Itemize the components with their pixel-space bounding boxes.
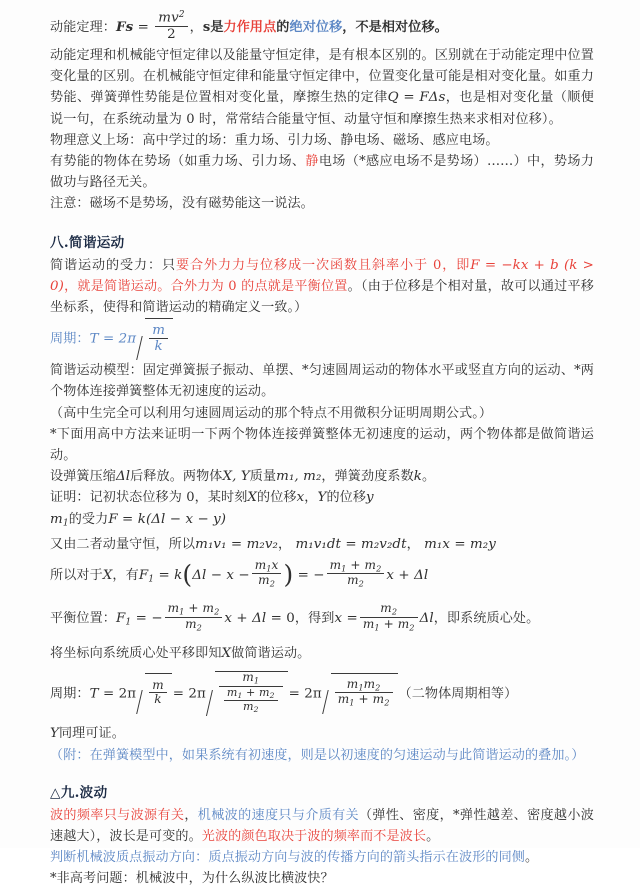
paragraph-1-text-b: ，也是相对变化量（顺便说一句，在系统动量为 0 时，常常结合能量守恒、动量守恒和摩擦生热来求相对位移）。 [50,90,595,127]
potential-field-text-a: 有势能的物体在势场（如重力场、引力场、 [50,154,306,170]
shm-period2-line [50,671,594,717]
shift-text-a: 将坐标向系统质心处平移即知 [50,645,222,661]
m1-force-equation: F = k(Δl − x − y) [108,511,227,527]
momentum-sep-2: ， [406,537,425,553]
shm-Y-same-line [50,723,594,744]
wave-line-1 [50,805,594,847]
setup-delta-l: Δl [115,469,131,485]
wave-line-2-end: 。 [524,850,539,866]
shm-period-T: T = 2π [89,331,137,347]
kinetic-energy-theorem-line [50,10,594,45]
setup-text-d: ，弹簧劲度系数 [321,469,414,485]
period2-sqrt-3: $\frac{m_1m_2}{m_1 + m_2}$ [323,673,398,715]
period2-equals-2: = 2π [288,686,322,702]
proof-text-b: 的位移 [257,490,297,506]
shm-note-star: *下面用高中方法来证明一下两个物体连接弹簧整体无初速度的运动，两个物体都是做简谐运动。 [50,426,594,464]
shift-text-b: 做简谐运动。 [231,645,311,661]
period2-T: T = 2π [89,686,137,702]
momentum-equation-3: m₁x = m₂y [424,537,496,553]
period2-sqrt-1: $\frac{m}{k}$ [137,673,172,715]
wave-line-1-end: 。 [426,829,440,845]
equals-sign: = [133,20,154,35]
proof-y: y [366,490,374,506]
m1x-over-m2-fraction: $\frac{m_1x}{m_2}$ [252,559,282,589]
shm-force-paragraph [50,255,594,319]
Y-symbol: Y [50,726,59,742]
shm-period-sqrt [137,318,173,360]
kinetic-energy-paragraph-1 [50,45,594,130]
friction-heat-formula: Q = FΔs [387,90,446,106]
proof-text-d: 的位移 [326,490,367,506]
equilibrium-fraction-2: $\frac{m_2}{m_1 + m_2}$ [360,602,418,632]
setup-text-a: 设弹簧压缩 [50,469,116,485]
forX-label-b: ，有 [112,567,139,583]
wave-line-1-black: （弹性、密度，*弹性越差、密度越小波速越大），波长是可变的。 [50,807,594,845]
s-is-label: s是 [202,20,224,35]
equilibrium-position-text: 平衡位置 [294,278,348,294]
equilibrium-x-eq: x = [334,611,358,627]
wave-speed-medium-text: 机械波的速度只与介质有关 [197,807,359,823]
F1-inner: Δl − x − [192,567,250,583]
potential-field-paragraph [50,151,594,193]
F1-equals-2: = − [293,567,325,583]
paragraph-1-text-a: 动能定理和机械能守恒定律以及能量守恒定律，是有根本区别的。区别就在于动能定理中位置变化量的区别。在机械能守恒定律和能量守恒定律中，位置变化量可能是相对变化量。如重力势能、弹簧弹性势能是位置相对变化量，摩擦生热的定律 [50,48,594,106]
frac-denominator: 2 [155,26,187,42]
setup-masses: m₁, m₂ [276,469,322,485]
equilibrium-delta-l: Δl [419,611,434,627]
proof-text-a: 证明：记初状态位移为 0，某时刻 [50,490,248,506]
setup-text-c: 质量 [249,469,277,485]
spacer-before-shm [50,215,594,222]
close-paren-big: ) [283,559,294,589]
shm-shift-line [50,643,594,664]
setup-text-e: 。 [422,469,436,485]
absolute-displacement-text: 绝对位移 [289,20,343,35]
shm-m1-force-line [50,509,594,535]
shm-append-note: （附：在弹簧模型中，如果系统有初速度，则是以初速度的匀速运动与此简谐运动的叠加。） [50,747,585,763]
setup-bodies-XY: X, Y [222,469,250,485]
equilibrium-tail: ，即系统质心处。 [433,611,540,627]
formula-Fs: Fs [115,19,134,35]
proof-X: X [247,490,258,506]
comma-1: ， [189,20,203,35]
period2-note: （二物体周期相等） [398,686,518,702]
shm-equilibrium-line [50,599,594,643]
shm-force-label: 简谐运动的受力：只 [50,257,176,273]
equilibrium-fraction-1: $\frac{m_1 + m_2}{m_2}$ [165,602,223,632]
potential-field-text-b: 电场（*感应电场不是势场）……）中，势场力做功与路径无关。 [50,154,594,191]
magnetic-field-note: 注意：磁场不是势场，没有磁势能这一说法。 [50,196,314,212]
shm-force-red-a: 要合外力力与位移成一次函数且斜率小于 0，即 [176,257,471,273]
spacer-after-period2 [50,716,594,723]
de-particle: 的 [276,20,290,35]
proof-x: x [296,490,305,506]
wave-particle-direction-text: 判断机械波质点振动方向：质点振动方向与波的传播方向的箭头指示在波形的同侧 [50,850,525,866]
wave-comma-1: ， [184,807,198,823]
light-color-frequency-text: 光波的颜色取决于波的频率而不是波长 [201,829,427,845]
forX-X: X [102,567,113,583]
shm-proof-line [50,487,594,508]
mv2-over-2-fraction [155,10,187,42]
open-paren-big: ( [182,559,193,589]
momentum-sep-1: ， [277,537,296,553]
setup-text-b: 后释放。两物体 [130,469,223,485]
static-highlight: 静 [305,154,319,170]
shm-note-paren: （高中生完全可以利用匀速圆周运动的那个特点不用微积分证明周期公式。） [50,405,493,421]
shm-momentum-line [50,534,594,555]
setup-spring-constant: k [413,469,422,485]
momentum-label: 又由二者动量守恒，所以 [50,537,196,553]
momentum-equation-1: m₁v₁ = m₂v₂ [195,537,278,553]
frac-numerator-exponent: 2 [178,10,185,21]
wave-line-2 [50,847,594,868]
section-heading-wave: △九.波动 [50,784,108,801]
m1-force-label: 的受力 [68,511,109,527]
field-meaning-paragraph: 物理意义上场：高中学过的场：重力场、引力场、静电场、磁场、感应电场。 [50,132,499,148]
shm-period-den: k [149,338,168,354]
m1-symbol: $m_1$ [50,511,69,529]
period2-sqrt-2: $\frac{m_1}{\frac{m_1 + m_2}{m_2}}$ [207,671,288,717]
shm-setup-line [50,466,594,487]
spacer-before-wave [50,766,594,773]
shift-X: X [221,645,232,661]
kinetic-energy-label: 动能定理： [50,20,116,35]
shm-period-label: 周期： [50,331,90,347]
frac-numerator: mv [158,10,179,26]
equilibrium-mid: x + Δl = 0 [224,611,295,627]
kinetic-energy-tail: ，不是相对位移。 [342,20,448,35]
proof-Y: Y [317,490,327,506]
shm-model-paragraph: 简谐运动模型：固定弹簧振子振动、单摆、*匀速圆周运动的物体水平或竖直方向的运动、*两个物体连接弹簧整体无初速度的运动。 [50,363,594,400]
wave-line-3: *非高考问题：机械波中，为什么纵波比横波快？ [50,871,334,887]
equilibrium-comma: ，得到 [294,611,335,627]
shm-force-black-tail: 。（由于位移是个相对量，故可以通过平移坐标系，使得和简谐运动的精确定义一致。） [50,278,594,316]
F1-left-side: $F_1 = k$ [138,567,183,585]
proof-comma: ， [304,490,318,506]
momentum-equation-2: m₁v₁dt = m₂v₂dt [295,537,407,553]
period2-equals-1: = 2π [172,686,206,702]
equilibrium-label: 平衡位置： [50,611,116,627]
period2-label: 周期： [50,686,90,702]
section-heading-shm: 八.简谐运动 [50,234,125,251]
F1-x-plus-dl: x + Δl [386,567,429,583]
shm-force-red-b: ，就是简谐运动。合外力为 0 的点就是 [63,278,295,294]
m1-plus-m2-over-m2-fraction: $\frac{m_1 + m_2}{m_2}$ [327,559,385,589]
equilibrium-F1: $F_1$ = − [115,611,163,628]
spacer-before-period2 [50,664,594,671]
shm-force-formula: F = −kx + b (k > 0) [50,257,594,294]
force-application-point-text: 力作用点 [223,20,277,35]
wave-frequency-source-text: 波的频率只与波源有关 [50,807,185,823]
shm-period-formula-line [50,318,594,360]
shm-period-num: m [152,322,165,338]
Y-same-text: 同理可证。 [58,726,125,742]
forX-label-a: 所以对于 [50,567,103,583]
shm-F1-equation-line [50,556,594,600]
